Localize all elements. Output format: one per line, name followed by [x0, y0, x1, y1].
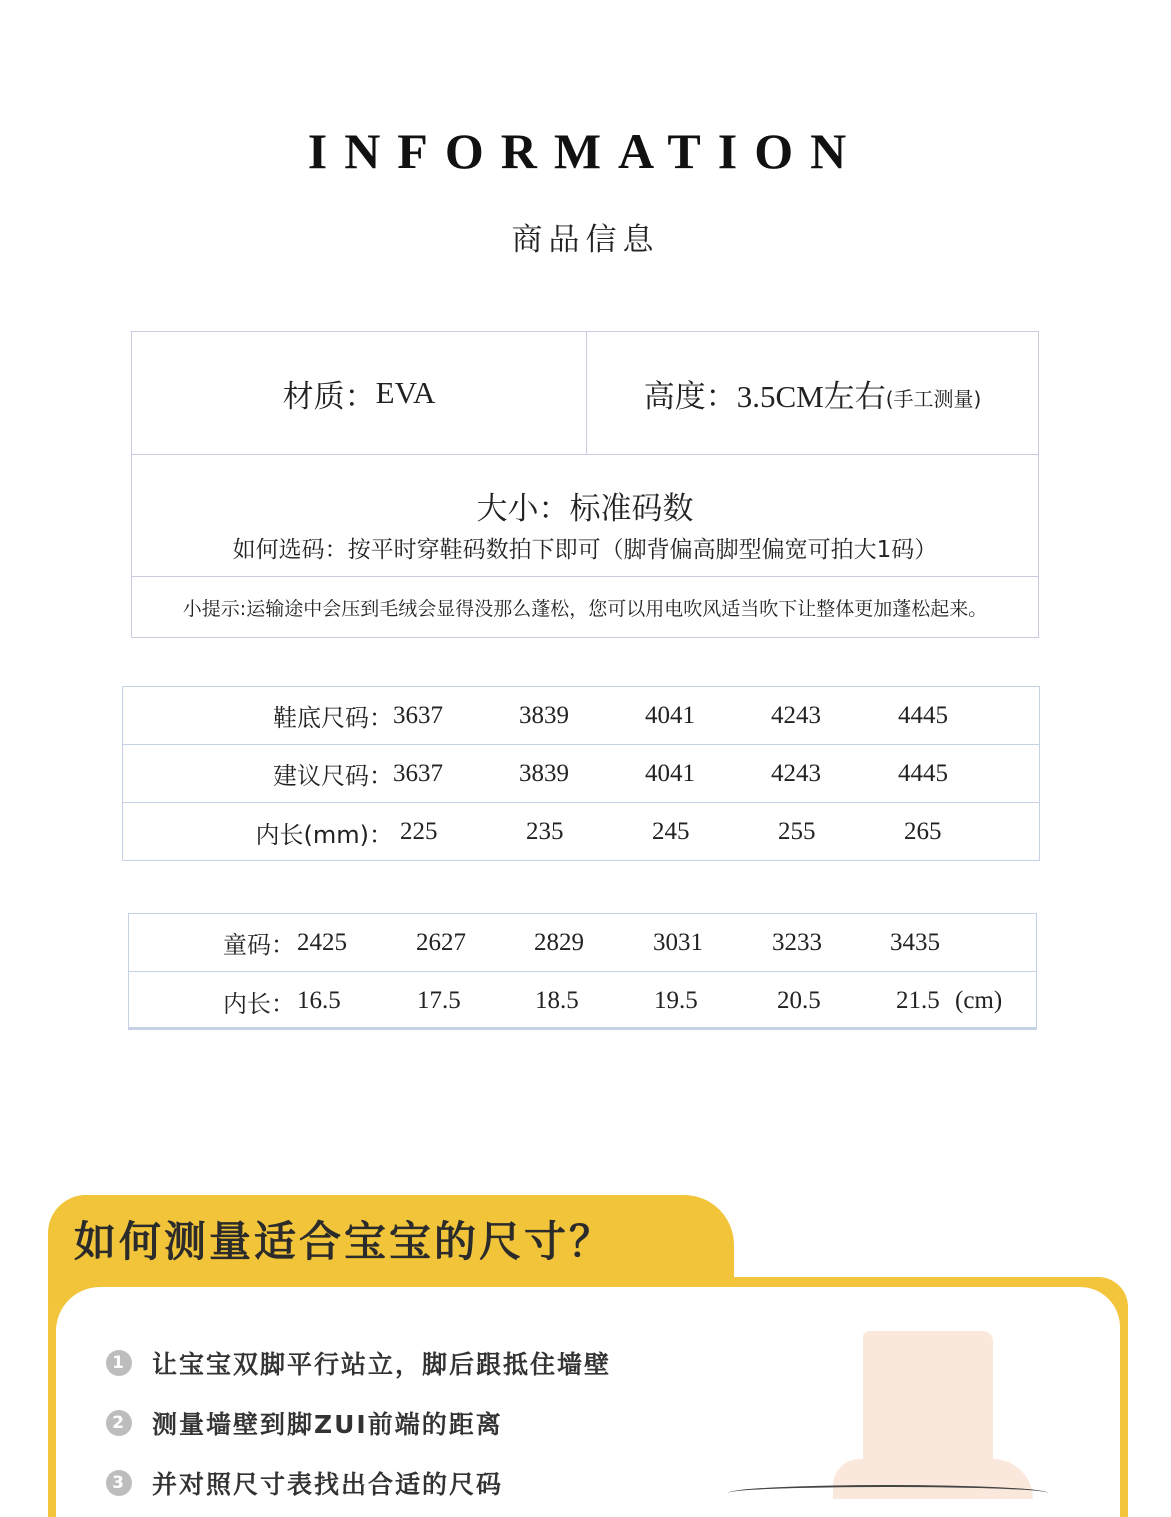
table-cell: 255	[778, 818, 816, 845]
step-text: 并对照尺寸表找出合适的尺码	[152, 1470, 504, 1499]
row-label: 鞋底尺码：	[273, 704, 393, 732]
info-row-size	[132, 455, 1038, 577]
step-number-icon: 2	[106, 1410, 132, 1436]
product-info-box	[131, 331, 1039, 638]
table-cell: 3233	[772, 928, 822, 956]
height-value: 3.5CM左右	[736, 378, 886, 414]
foot-illustration-icon	[863, 1331, 993, 1499]
table-cell: 21.5	[896, 987, 940, 1014]
table-cell: 2425	[297, 928, 347, 956]
page-subtitle: 商品信息	[511, 222, 660, 258]
material-label: 材质：	[282, 378, 376, 415]
table-cell: 16.5	[297, 987, 341, 1014]
measure-step	[106, 1465, 503, 1501]
table-cell: 265	[904, 818, 942, 845]
hint-text: 小提示:运输途中会压到毛绒会显得没那么蓬松，您可以用电吹风适当吹下让整体更加蓬松起来。	[182, 597, 988, 620]
height-cell	[587, 332, 1038, 454]
table-cell: 17.5	[417, 987, 461, 1014]
measure-step	[106, 1345, 611, 1381]
table-row	[123, 687, 1039, 745]
table-cell: 4243	[771, 701, 821, 729]
table-cell: 4445	[898, 759, 948, 787]
table-row	[129, 972, 1036, 1030]
page-title: INFORMATION	[307, 123, 864, 179]
table-cell: 245	[652, 818, 690, 845]
size-tip: 如何选码：按平时穿鞋码数拍下即可（脚背偏高脚型偏宽可拍大1码）	[232, 537, 938, 563]
step-text: 测量墙壁到脚ZUI前端的距离	[152, 1410, 503, 1439]
unit-label: (cm)	[955, 987, 1003, 1014]
adult-size-table	[122, 686, 1040, 861]
table-cell: 2829	[534, 928, 584, 956]
table-cell: 235	[526, 818, 564, 845]
row-label: 童码：	[223, 931, 295, 959]
table-cell: 4041	[645, 759, 695, 787]
measure-panel	[48, 1195, 1128, 1499]
table-cell: 2627	[416, 928, 466, 956]
material-value: EVA	[375, 375, 436, 410]
step-number-icon: 3	[106, 1470, 132, 1496]
row-label: 建议尺码：	[273, 762, 393, 790]
table-cell: 3839	[519, 701, 569, 729]
table-cell: 225	[400, 818, 438, 845]
size-title: 大小：标准码数	[476, 491, 694, 527]
table-cell: 4041	[645, 701, 695, 729]
table-cell: 3435	[890, 928, 940, 956]
table-cell: 18.5	[535, 987, 579, 1014]
table-row	[123, 745, 1039, 803]
measure-step	[106, 1405, 503, 1441]
measure-title: 如何测量适合宝宝的尺寸？	[74, 1217, 615, 1266]
table-cell: 4243	[771, 759, 821, 787]
height-label: 高度：	[643, 378, 737, 415]
step-number-icon: 1	[106, 1350, 132, 1376]
table-cell: 19.5	[654, 987, 698, 1014]
row-label: 内长：	[223, 989, 295, 1018]
height-note: (手工测量)	[885, 386, 982, 411]
info-row-material-height	[132, 332, 1038, 455]
row-label: 内长(mm)：	[255, 820, 393, 849]
table-cell: 3031	[653, 928, 703, 956]
table-cell: 4445	[898, 701, 948, 729]
table-cell: 3637	[393, 759, 443, 787]
table-cell: 3637	[393, 701, 443, 729]
material-cell	[132, 332, 587, 454]
table-row	[129, 914, 1036, 972]
table-cell: 20.5	[777, 987, 821, 1014]
step-text: 让宝宝双脚平行站立，脚后跟抵住墙壁	[152, 1350, 612, 1379]
kid-size-table	[128, 913, 1037, 1030]
table-cell: 3839	[519, 759, 569, 787]
table-row	[123, 803, 1039, 861]
